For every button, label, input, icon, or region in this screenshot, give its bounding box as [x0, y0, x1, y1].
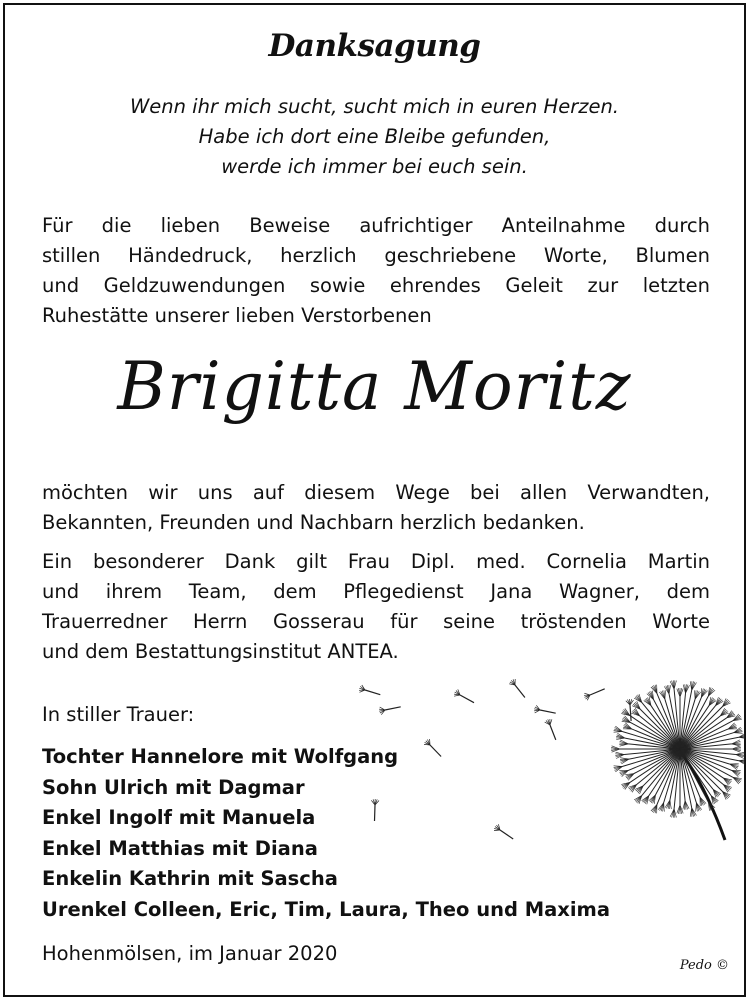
intro-paragraph: [42, 211, 710, 331]
place-date: Hohenmölsen, im Januar 2020: [42, 942, 338, 965]
flying-seed: [590, 689, 605, 695]
poem-line: werde ich immer bei euch sein.: [221, 155, 528, 178]
special-thanks-line: und dem Bestattungsinstitut ANTEA.: [42, 640, 399, 663]
artist-signature: Pedo ©: [679, 958, 729, 973]
flying-seed: [500, 830, 513, 839]
mourner-entry: Urenkel Colleen, Eric, Tim, Laura, Theo und Maxima: [42, 897, 611, 921]
deceased-name: Brigitta Moritz: [117, 348, 632, 425]
thanks-line: Bekannten, Freunden und Nachbarn herzlich bedanken.: [42, 511, 585, 534]
flying-seed: [540, 710, 556, 713]
dandelion-illustration: [340, 665, 745, 1000]
flying-seed: [630, 705, 631, 721]
special-thanks-line: und ihrem Team, dem Pflegedienst Jana Wagner, dem: [42, 580, 710, 603]
flying-seed: [430, 745, 441, 757]
special-thanks-line: Ein besonderer Dank gilt Frau Dipl. med. Cornelia Martin: [42, 550, 710, 573]
flying-seed: [515, 685, 525, 698]
mourner-entry: Enkel Matthias mit Diana: [42, 836, 318, 860]
notice-heading: Danksagung: [268, 28, 481, 64]
mourner-entry: Sohn Ulrich mit Dagmar: [42, 775, 305, 799]
special-thanks-line: Trauerredner Herrn Gosserau für seine tröstenden Worte: [42, 610, 710, 633]
flying-seed: [365, 690, 380, 695]
thanks-line: möchten wir uns auf diesem Wege bei allen Verwandten,: [42, 481, 710, 504]
flying-seeds: [359, 679, 634, 839]
flying-seed: [375, 805, 376, 821]
intro-line: Ruhestätte unserer lieben Verstorbenen: [42, 304, 432, 327]
intro-line: und Geldzuwendungen sowie ehrendes Geleit zur letzten: [42, 274, 710, 297]
poem-line: Habe ich dort eine Bleibe gefunden,: [198, 125, 551, 148]
flying-seed: [550, 725, 556, 740]
intro-line: Für die lieben Beweise aufrichtiger Anteilnahme durch: [42, 214, 710, 237]
flying-seed: [385, 707, 401, 710]
thanks-paragraph: [42, 478, 710, 538]
intro-line: stillen Händedruck, herzlich geschriebene Worte, Blumen: [42, 244, 710, 267]
special-thanks-paragraph: [42, 547, 710, 667]
mourner-entry: Enkel Ingolf mit Manuela: [42, 806, 316, 829]
mourning-label: In stiller Trauer:: [42, 703, 195, 726]
poem: [0, 92, 749, 182]
poem-line: Wenn ihr mich sucht, sucht mich in euren Herzen.: [129, 95, 620, 118]
flying-seed: [460, 695, 474, 703]
mourner-entry: Enkelin Kathrin mit Sascha: [42, 867, 338, 890]
mourner-entry: Tochter Hannelore mit Wolfgang: [42, 745, 399, 768]
